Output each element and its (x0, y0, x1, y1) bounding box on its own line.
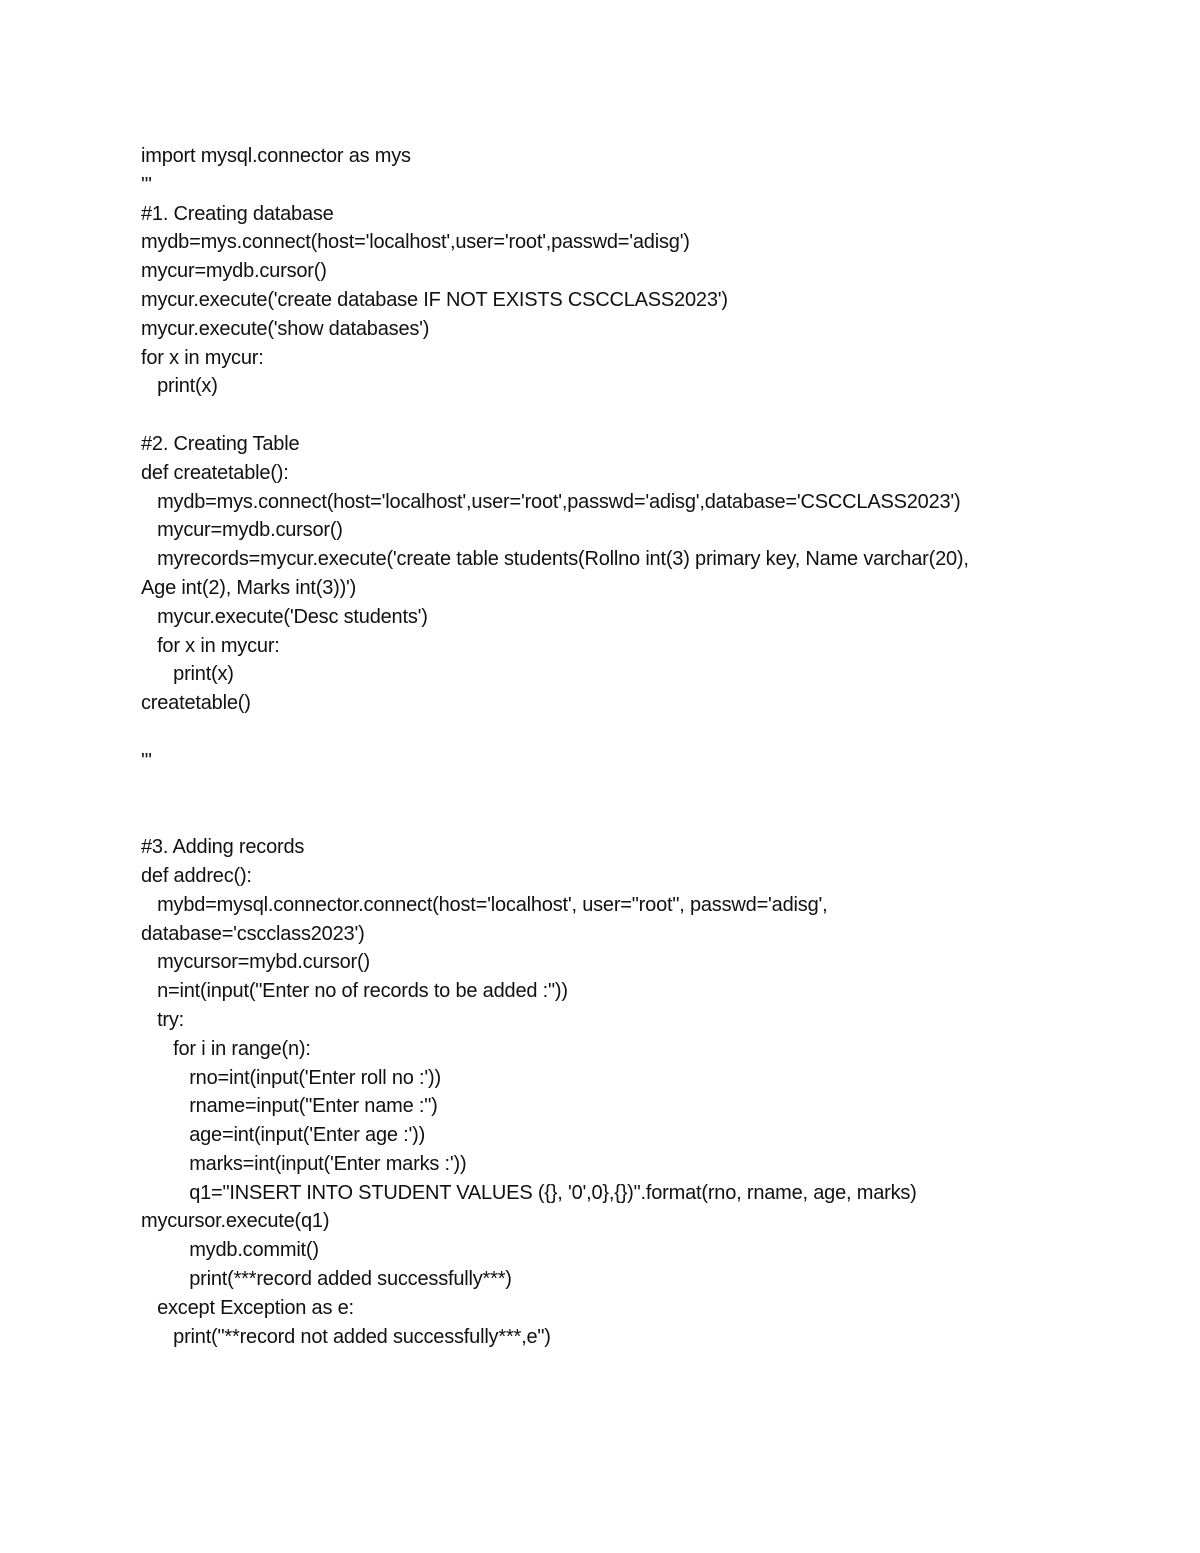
text-line: for x in mycur: (141, 634, 280, 657)
text-line: ''' (141, 173, 152, 196)
text-line: mycur.execute('create database IF NOT EXISTS CSCCLASS2023') (141, 288, 728, 311)
text-line: mybd=mysql.connector.connect(host='localhost', user="root", passwd='adisg', (141, 893, 828, 916)
text-line: database='cscclass2023') (141, 922, 365, 945)
text-line: mycursor=mybd.cursor() (141, 951, 370, 974)
blank-line (141, 401, 1141, 430)
text-line: #1. Creating database (141, 202, 334, 225)
text-line: except Exception as e: (141, 1296, 354, 1319)
code-text-block (141, 142, 1141, 1351)
text-line: def createtable(): (141, 461, 289, 484)
text-line: rno=int(input('Enter roll no :')) (141, 1066, 441, 1089)
text-line: mycur.execute('Desc students') (141, 605, 428, 628)
text-line: #3. Adding records (141, 836, 305, 859)
text-line: #2. Creating Table (141, 432, 300, 455)
text-line: mycursor.execute(q1) (141, 1210, 330, 1233)
blank-line (141, 804, 1141, 833)
text-line: print(x) (141, 663, 234, 686)
text-line: mycur=mydb.cursor() (141, 260, 327, 283)
text-line: mycur.execute('show databases') (141, 317, 430, 340)
text-line: mydb.commit() (141, 1239, 319, 1262)
text-line: print("**record not added successfully***,e") (141, 1325, 551, 1348)
text-line: Age int(2), Marks int(3))') (141, 576, 357, 599)
text-line: import mysql.connector as mys (141, 145, 411, 167)
text-line: createtable() (141, 692, 251, 715)
text-line: mydb=mys.connect(host='localhost',user='root',passwd='adisg') (141, 231, 690, 254)
text-line: ''' (141, 749, 152, 772)
text-line: try: (141, 1008, 185, 1031)
text-line: age=int(input('Enter age :')) (141, 1124, 426, 1147)
blank-line (141, 718, 1141, 747)
text-line: for i in range(n): (141, 1037, 311, 1060)
blank-line (141, 776, 1141, 805)
text-line: rname=input("Enter name :") (141, 1095, 438, 1118)
text-line: mydb=mys.connect(host='localhost',user='root',passwd='adisg',database='CSCCLASS2023') (141, 490, 961, 513)
text-line: q1="INSERT INTO STUDENT VALUES ({}, '0',0},{})".format(rno, rname, age, marks) (141, 1181, 917, 1204)
text-line: for x in mycur: (141, 346, 264, 369)
text-line: marks=int(input('Enter marks :')) (141, 1152, 467, 1175)
text-line: myrecords=mycur.execute('create table students(Rollno int(3) primary key, Name varchar(20), (141, 548, 969, 571)
text-line: print(***record added successfully***) (141, 1268, 512, 1291)
text-line: mycur=mydb.cursor() (141, 519, 343, 542)
text-line: n=int(input("Enter no of records to be added :")) (141, 980, 568, 1003)
text-line: def addrec(): (141, 864, 252, 887)
text-line: print(x) (141, 375, 218, 398)
